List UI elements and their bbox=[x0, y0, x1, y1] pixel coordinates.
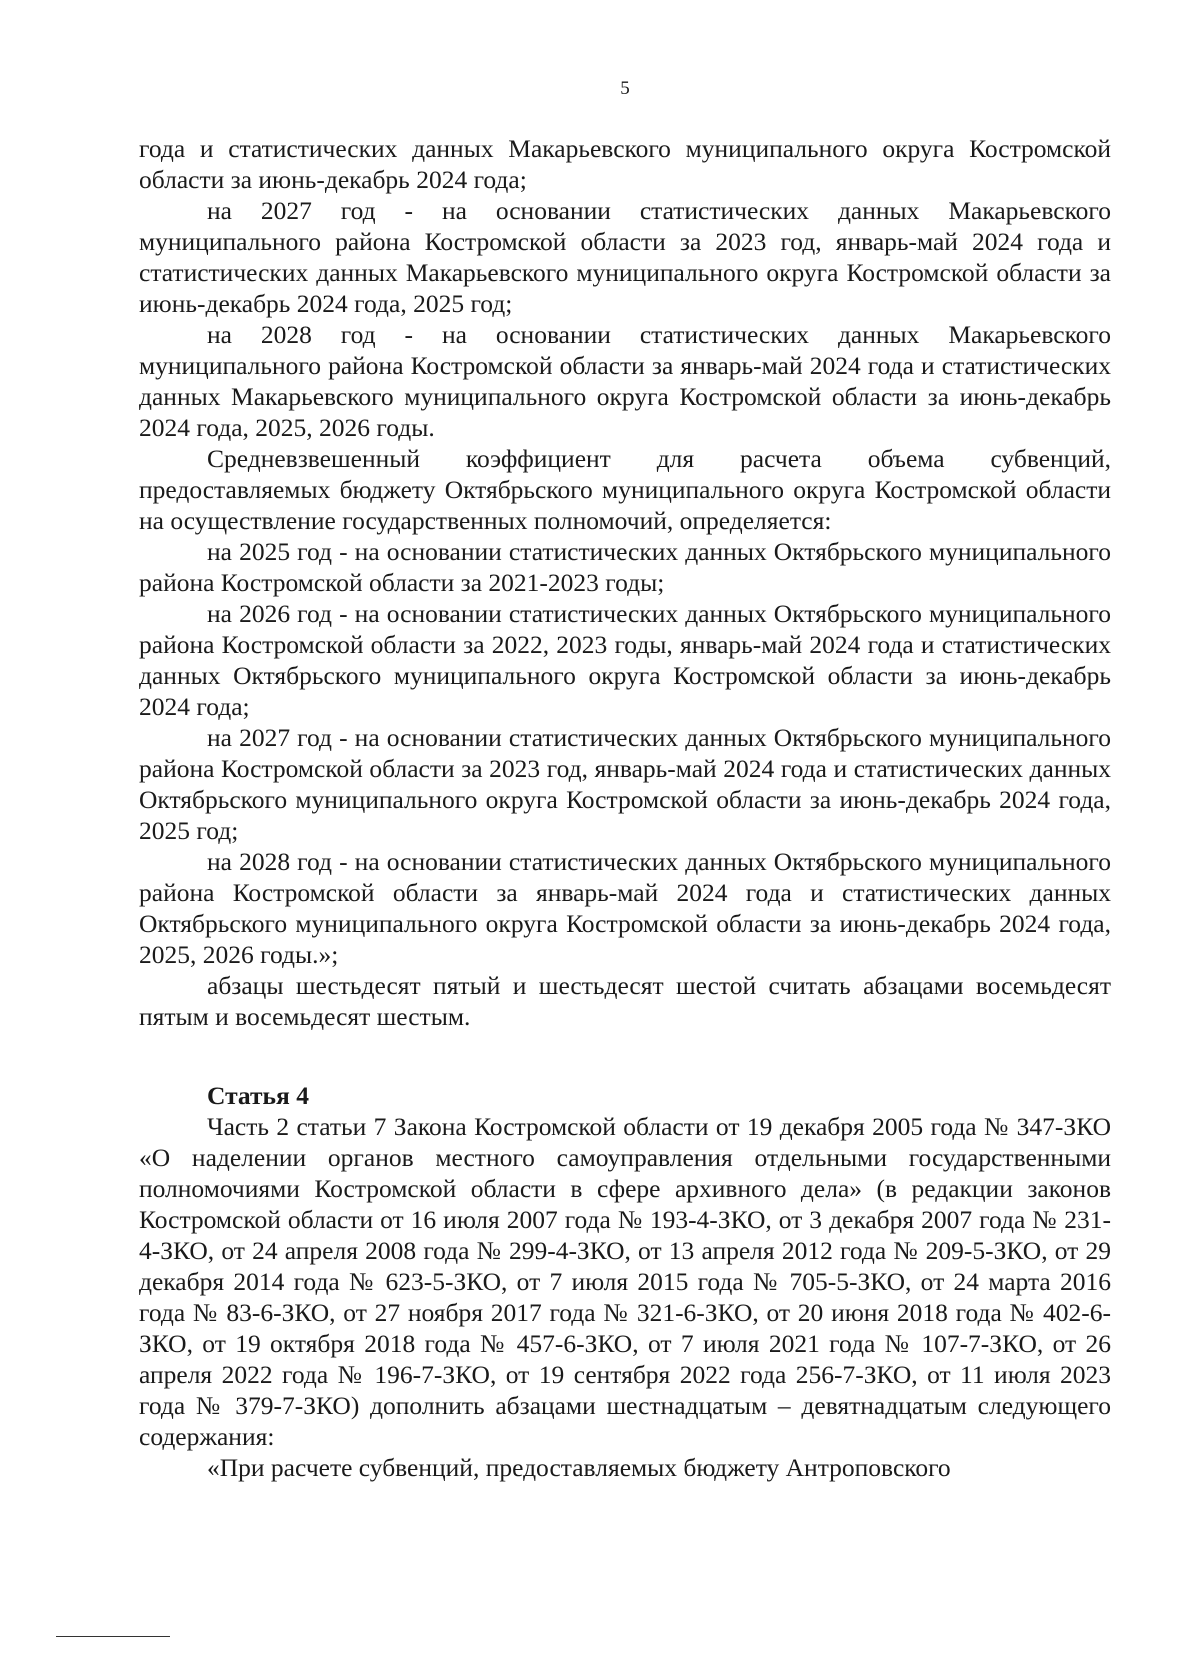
paragraph: на 2025 год - на основании статистических данных Октябрьского муниципального района Костромской области за 2021-2023 годы; bbox=[139, 537, 1111, 597]
footnote-separator bbox=[56, 1636, 170, 1637]
page-number: 5 bbox=[620, 78, 630, 99]
paragraph: Часть 2 статьи 7 Закона Костромской области от 19 декабря 2005 года № 347-ЗКО «О наделении органов местного самоуправления отдельными государственными полномочиями Костромской области в сфере архивного дела» (в редакции законов Костромской области от 16 июля 2007 года № 193-4-ЗКО, от 3 декабря 2007 года № 231-4-ЗКО, от 24 апреля 2008 года № 299-4-ЗКО, от 13 апреля 2012 года № 209-5-ЗКО, от 29 декабря 2014 года № 623-5-ЗКО, от 7 июля 2015 года № 705-5-ЗКО, от 24 марта 2016 года № 83-6-ЗКО, от 27 ноября 2017 года № 321-6-ЗКО, от 20 июня 2018 года № 402-6-ЗКО, от 19 октября 2018 года № 457-6-ЗКО, от 7 июля 2021 года № 107-7-ЗКО, от 26 апреля 2022 года № 196-7-ЗКО, от 19 сентября 2022 года 256-7-ЗКО, от 11 июля 2023 года № 379-7-ЗКО) дополнить абзацами шестнадцатым – девятнадцатым следующего содержания: bbox=[139, 1112, 1111, 1451]
paragraph: Средневзвешенный коэффициент для расчета объема субвенций, предоставляемых бюджету Октябрьского муниципального округа Костромской области на осуществление государственных полномочий, определяется: bbox=[139, 444, 1111, 535]
paragraph: абзацы шестьдесят пятый и шестьдесят шестой считать абзацами восемьдесят пятым и восемьдесят шестым. bbox=[139, 971, 1111, 1031]
article-heading: Статья 4 bbox=[207, 1081, 309, 1110]
paragraph: на 2027 год - на основании статистических данных Макарьевского муниципального района Костромской области за 2023 год, январь-май 2024 года и статистических данных Макарьевского муниципального округа Костромской области за июнь-декабрь 2024 года, 2025 год; bbox=[139, 196, 1111, 318]
paragraph: «При расчете субвенций, предоставляемых бюджету Антроповского bbox=[207, 1453, 951, 1482]
preceding-paragraphs bbox=[139, 133, 1111, 1032]
document-body bbox=[139, 133, 1111, 1483]
article-paragraphs bbox=[139, 1111, 1111, 1483]
paragraph: года и статистических данных Макарьевского муниципального округа Костромской области за июнь-декабрь 2024 года; bbox=[139, 134, 1111, 194]
paragraph: на 2027 год - на основании статистических данных Октябрьского муниципального района Костромской области за 2023 год, январь-май 2024 года и статистических данных Октябрьского муниципального округа Костромской области за июнь-декабрь 2024 года, 2025 год; bbox=[139, 723, 1111, 845]
paragraph: на 2026 год - на основании статистических данных Октябрьского муниципального района Костромской области за 2022, 2023 годы, январь-май 2024 года и статистических данных Октябрьского муниципального округа Костромской области за июнь-декабрь 2024 года; bbox=[139, 599, 1111, 721]
paragraph: на 2028 год - на основании статистических данных Октябрьского муниципального района Костромской области за январь-май 2024 года и статистических данных Октябрьского муниципального округа Костромской области за июнь-декабрь 2024 года, 2025, 2026 годы.»; bbox=[139, 847, 1111, 969]
paragraph: на 2028 год - на основании статистических данных Макарьевского муниципального района Костромской области за январь-май 2024 года и статистических данных Макарьевского муниципального округа Костромской области за июнь-декабрь 2024 года, 2025, 2026 годы. bbox=[139, 320, 1111, 442]
